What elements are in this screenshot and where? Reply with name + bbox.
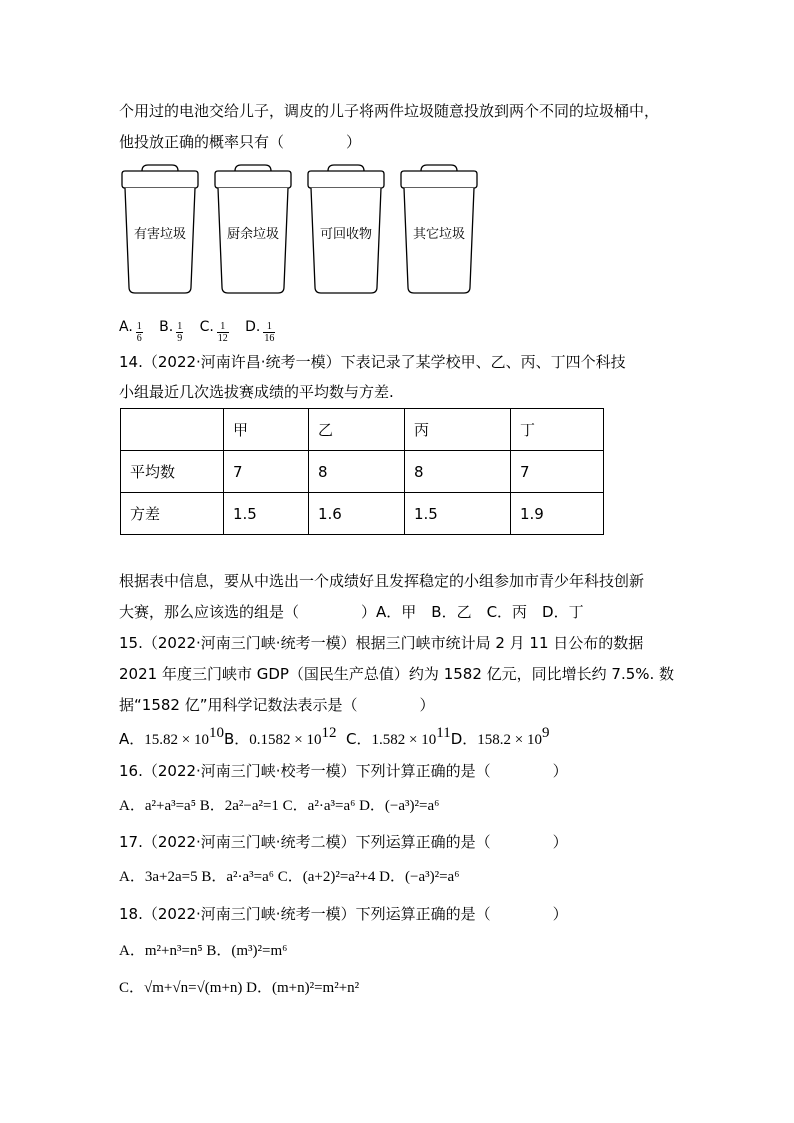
q15-text-line3	[119, 694, 435, 716]
table-cell: 1.5	[224, 493, 309, 535]
table-cell: 丁	[511, 409, 604, 451]
q14-text-line1: 14.（2022·河南许昌·统考一模）下表记录了某学校甲、乙、丙、丁四个科技	[119, 353, 626, 371]
table-cell: 7	[224, 451, 309, 493]
table-cell: 乙	[309, 409, 405, 451]
option-label: D．	[450, 730, 478, 748]
q14-text-line2: 小组最近几次选拔赛成绩的平均数与方差.	[119, 383, 394, 401]
bin-label: 可回收物	[319, 226, 372, 241]
table-cell: 平均数	[121, 451, 224, 493]
table-cell: 7	[511, 451, 604, 493]
table-cell: 1.9	[511, 493, 604, 535]
q16-paren-close: ）	[552, 762, 568, 780]
trash-bin-hazardous	[120, 163, 200, 295]
option-value: 15.82 × 10	[144, 732, 209, 748]
q13-options	[119, 316, 278, 344]
q18-options-ab: A．m²+n³=n⁵ B．(m³)²=m⁶	[119, 943, 288, 959]
q14-text-line3: 根据表中信息，要从中选出一个成绩好且发挥稳定的小组参加市青少年科技创新	[119, 572, 645, 590]
q14-text-line4	[119, 601, 584, 623]
q17-text-line1	[119, 831, 568, 853]
option-label: A.	[119, 319, 133, 335]
q17-question-stem: 17.（2022·河南三门峡·统考二模）下列运算正确的是（	[119, 833, 491, 851]
q16-options: A．a²+a³=a⁵ B．2a²−a²=1 C．a²·a³=a⁶ D．(−a³)²=a⁶	[119, 798, 440, 814]
table-header-row	[121, 409, 604, 451]
fraction: $\frac{1}{16}$	[264, 321, 275, 344]
fraction: $\frac{1}{12}$	[217, 321, 228, 344]
q18-question-stem: 18.（2022·河南三门峡·统考一模）下列运算正确的是（	[119, 905, 491, 923]
bin-label: 有害垃圾	[133, 226, 186, 241]
trash-bin-kitchen	[213, 163, 293, 295]
table-cell: 甲	[224, 409, 309, 451]
table-cell: 8	[309, 451, 405, 493]
q15-text-line1: 15.（2022·河南三门峡·统考一模）根据三门峡市统计局 2 月 11 日公布的数据	[119, 634, 644, 652]
q13-text-line1: 个用过的电池交给儿子，调皮的儿子将两件垃圾随意投放到两个不同的垃圾桶中，	[119, 102, 660, 120]
table-cell: 8	[405, 451, 511, 493]
q15-question-stem: 据“1582 亿”用科学记数法表示是（	[119, 696, 358, 714]
scores-table	[120, 408, 604, 535]
q17-options: A．3a+2a=5 B．a²·a³=a⁶ C．(a+2)²=a²+4 D．(−a³)²=a⁶	[119, 869, 460, 885]
q15-text-line2: 2021 年度三门峡市 GDP（国民生产总值）约为 1582 亿元，同比增长约 7.5%. 数	[119, 665, 675, 683]
option-label: C.	[199, 319, 214, 335]
q18-options-cd: C．√m+√n=√(m+n) D．(m+n)²=m²+n²	[119, 980, 360, 996]
option-label: D.	[245, 319, 261, 335]
fraction: $\frac{1}{9}$	[177, 321, 183, 344]
table-cell	[121, 409, 224, 451]
exponent: 12	[321, 725, 337, 741]
trash-bin-recyclable	[306, 163, 386, 295]
q16-text-line1	[119, 760, 568, 782]
option-label: C．	[346, 730, 372, 748]
q13-paren-close: ）	[346, 133, 362, 151]
table-cell: 1.5	[405, 493, 511, 535]
bin-label: 其它垃圾	[412, 226, 465, 241]
table-row	[121, 451, 604, 493]
q13-text-line2	[119, 131, 361, 153]
option-value: 1.582 × 10	[371, 732, 437, 748]
table-cell: 1.6	[309, 493, 405, 535]
exponent: 11	[436, 725, 451, 741]
option-label: B.	[159, 319, 174, 335]
q18-paren-close: ）	[552, 905, 568, 923]
fraction: $\frac{1}{6}$	[136, 321, 142, 344]
exponent: 10	[208, 725, 224, 741]
q14-question-stem: 大赛，那么应该选的组是（	[119, 603, 300, 621]
bin-label: 厨余垃圾	[226, 226, 279, 241]
trash-bins-figure	[119, 163, 489, 303]
table-cell: 方差	[121, 493, 224, 535]
q18-text-line1	[119, 903, 568, 925]
table-cell: 丙	[405, 409, 511, 451]
q16-question-stem: 16.（2022·河南三门峡·校考一模）下列计算正确的是（	[119, 762, 491, 780]
option-value: 0.1582 × 10	[249, 732, 322, 748]
table-row	[121, 493, 604, 535]
q14-options: ）A．甲 B．乙 C．丙 D．丁	[361, 603, 584, 621]
option-label: B．	[223, 730, 250, 748]
q13-question-stem: 他投放正确的概率只有（	[119, 133, 285, 151]
exponent: 9	[541, 725, 550, 741]
q15-options	[119, 725, 550, 751]
option-value: 158.2 × 10	[477, 732, 542, 748]
trash-bin-other	[399, 163, 479, 295]
q15-paren-close: ）	[419, 696, 435, 714]
option-label: A．	[119, 730, 145, 748]
q17-paren-close: ）	[552, 833, 568, 851]
